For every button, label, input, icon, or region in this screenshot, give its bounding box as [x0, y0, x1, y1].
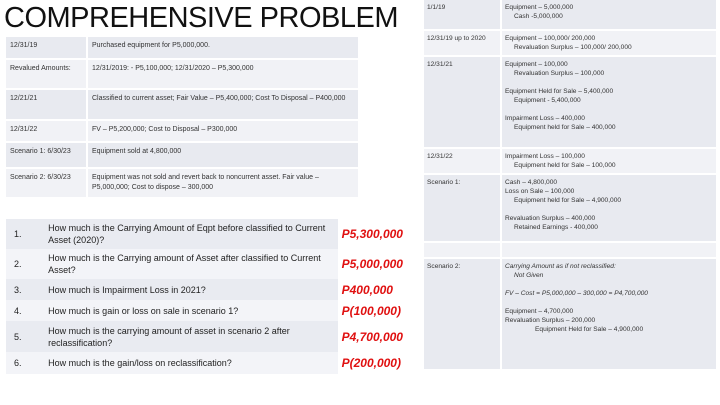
table-row — [6, 37, 358, 59]
question-number: 5. — [14, 331, 22, 342]
fact-label: Revalued Amounts: — [6, 59, 87, 89]
entry-line: Impairment Loss – 100,000 — [505, 153, 585, 160]
journal-date: 1/1/19 — [424, 0, 501, 30]
journal-entry — [501, 258, 716, 370]
entry-line: Equipment held for Sale – 400,000 — [514, 124, 616, 131]
entry-line: Equipment – 100,000 — [505, 61, 568, 68]
journal-date: Scenario 1: — [424, 174, 501, 242]
question-answer: P(200,000) — [338, 352, 416, 374]
fact-text: 12/31/2019: - P5,100,000; 12/31/2020 – P5,300,000 — [87, 59, 358, 89]
table-row — [6, 168, 358, 198]
journal-entry — [501, 174, 716, 242]
fact-text: Classified to current asset; Fair Value – P5,400,000; Cost To Disposal – P400,000 — [87, 89, 358, 120]
entry-line: Impairment Loss – 400,000 — [505, 115, 585, 122]
fact-label: Scenario 2: 6/30/23 — [6, 168, 87, 198]
table-row — [6, 59, 358, 89]
journal-row — [424, 148, 716, 174]
question-text: How much is the carrying amount of asset in scenario 2 after reclassification? — [48, 325, 290, 348]
question-row — [6, 352, 416, 374]
entry-line: Equipment held for Sale – 4,900,000 — [514, 197, 622, 204]
journal-entries-table — [424, 0, 716, 371]
entry-line: Not Given — [514, 272, 544, 279]
journal-row — [424, 242, 716, 258]
question-answer: P(100,000) — [338, 300, 416, 321]
entry-line: Loss on Sale – 100,000 — [505, 188, 575, 195]
entry-line: Cash -5,000,000 — [514, 13, 563, 20]
journal-date: 12/31/22 — [424, 148, 501, 174]
journal-row — [424, 258, 716, 370]
question-number: 3. — [14, 284, 22, 295]
question-row — [6, 279, 416, 300]
fact-label: 12/31/19 — [6, 37, 87, 59]
question-number: 4. — [14, 305, 22, 316]
question-text: How much is the Carrying amount of Asset after classified to Current Asset? — [48, 253, 321, 275]
table-row — [6, 89, 358, 120]
question-number: 6. — [14, 358, 22, 368]
question-row — [6, 321, 416, 352]
fact-label: 12/31/22 — [6, 120, 87, 142]
journal-date: Scenario 2: — [424, 258, 501, 370]
entry-line: Revaluation Surplus – 100,000/ 200,000 — [514, 44, 632, 51]
entry-line: Cash – 4,800,000 — [505, 179, 558, 186]
question-text: How much is gain or loss on sale in scenario 1? — [48, 305, 239, 316]
facts-table — [6, 37, 358, 199]
entry-line: Revaluation Surplus – 100,000 — [514, 70, 605, 77]
entry-line: Equipment held for Sale – 100,000 — [514, 162, 616, 169]
table-row — [6, 142, 358, 168]
fact-text: FV – P5,200,000; Cost to Disposal – P300,000 — [87, 120, 358, 142]
fact-text: Purchased equipment for P5,000,000. — [87, 37, 358, 59]
entry-line: Equipment Held for Sale – 4,900,000 — [535, 326, 644, 333]
entry-line: Revaluation Surplus – 400,000 — [505, 215, 596, 222]
question-number: 2. — [14, 259, 22, 269]
entry-line: Carrying Amount as if not reclassified: — [505, 263, 616, 270]
journal-date: 12/31/19 up to 2020 — [424, 30, 501, 56]
entry-line: Equipment – 4,700,000 — [505, 308, 574, 315]
question-answer: P5,300,000 — [338, 219, 416, 249]
questions-table — [6, 219, 416, 374]
question-text: How much is the Carrying Amount of Eqpt before classified to Current Asset (2020)? — [48, 223, 326, 245]
question-text: How much is the gain/loss on reclassification? — [48, 358, 232, 368]
entry-line: Equipment Held for Sale – 5,400,000 — [505, 88, 614, 95]
question-row — [6, 249, 416, 279]
question-number: 1. — [14, 229, 22, 239]
page-title: COMPREHENSIVE PROBLEM — [4, 2, 398, 34]
journal-row — [424, 56, 716, 148]
question-answer: P400,000 — [338, 279, 416, 300]
entry-line: Equipment – 100,000/ 200,000 — [505, 35, 596, 42]
question-row — [6, 219, 416, 249]
journal-row — [424, 0, 716, 30]
question-answer: P5,000,000 — [338, 249, 416, 279]
journal-entry — [501, 56, 716, 148]
entry-line: Equipment – 5,000,000 — [505, 4, 574, 11]
table-row — [6, 120, 358, 142]
journal-entry — [501, 148, 716, 174]
journal-date: 12/31/21 — [424, 56, 501, 148]
fact-text: Equipment sold at 4,800,000 — [87, 142, 358, 168]
journal-entry — [501, 0, 716, 30]
fact-text: Equipment was not sold and revert back to noncurrent asset. Fair value – P5,000,000; Cost to dispose – 300,000 — [87, 168, 358, 198]
entry-line: FV – Cost = P5,000,000 – 300,000 = P4,700,000 — [505, 290, 648, 297]
journal-row — [424, 30, 716, 56]
question-text: How much is Impairment Loss in 2021? — [48, 284, 206, 295]
journal-entry — [501, 30, 716, 56]
entry-line: Retained Earnings - 400,000 — [514, 224, 598, 231]
fact-label: 12/21/21 — [6, 89, 87, 120]
journal-row — [424, 174, 716, 242]
entry-line: Equipment - 5,400,000 — [514, 97, 581, 104]
fact-label: Scenario 1: 6/30/23 — [6, 142, 87, 168]
question-answer: P4,700,000 — [338, 321, 416, 352]
entry-line: Revaluation Surplus – 200,000 — [505, 317, 596, 324]
question-row — [6, 300, 416, 321]
